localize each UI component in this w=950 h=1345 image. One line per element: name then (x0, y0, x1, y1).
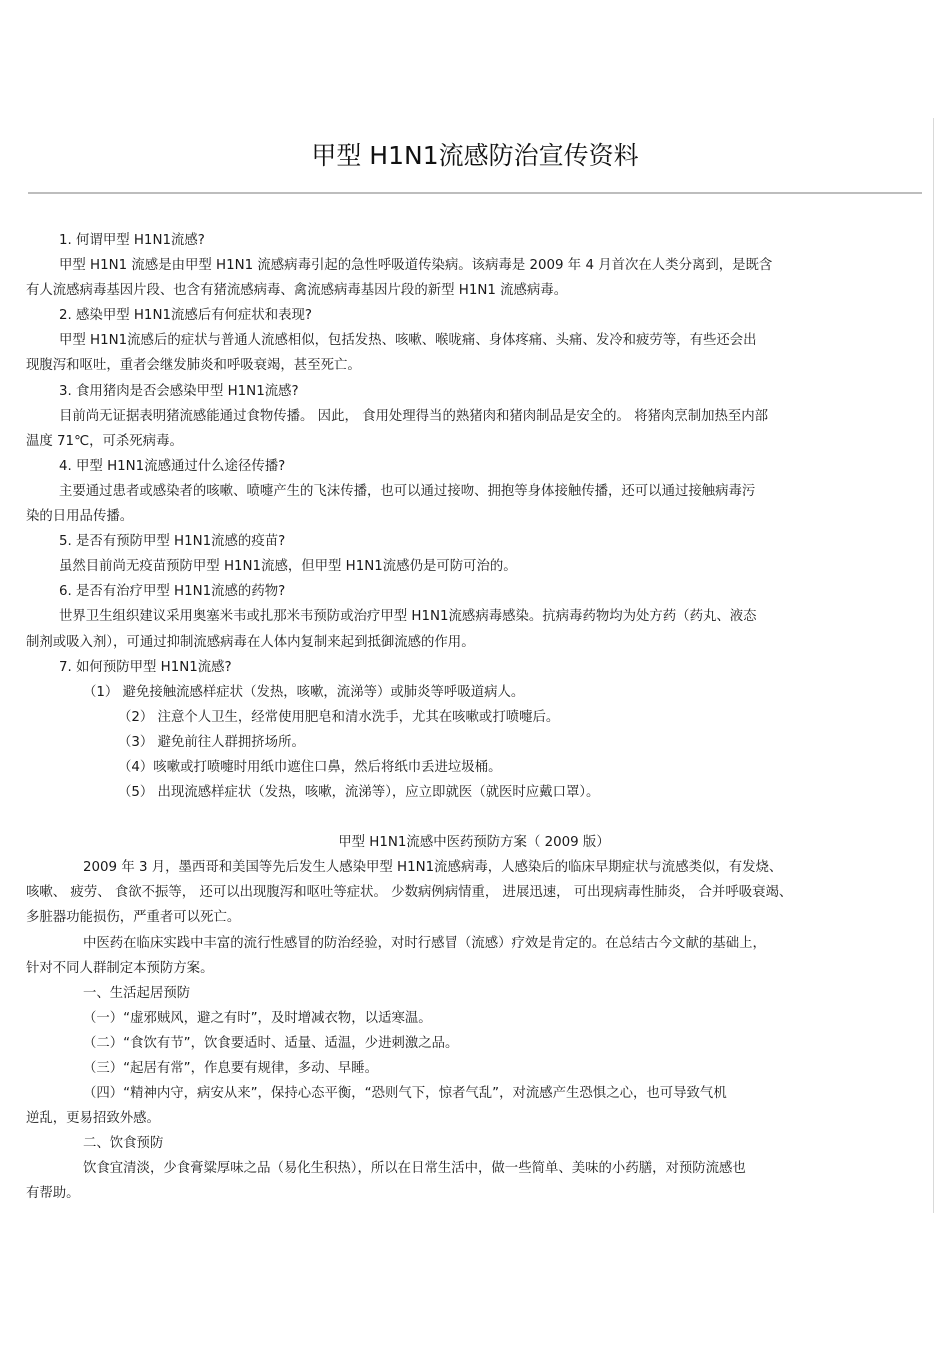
text-line: 中医药在临床实践中丰富的流行性感冒的防治经验，对时行感冒（流感）疗效是肯定的。在总结古今文献的基础上， (83, 935, 766, 951)
text-line: 饮食宜清淡，少食膏粱厚味之品（易化生积热），所以在日常生活中，做一些简单、美味的小药膳，对预防流感也 (83, 1161, 746, 1177)
text-line: （1） 避免接触流感样症状（发热，咳嗽，流涕等）或肺炎等呼吸道病人。 (83, 684, 525, 700)
text-line: （4）咳嗽或打喷嚏时用纸巾遮住口鼻，然后将纸巾丢进垃圾桶。 (118, 759, 502, 775)
document-title: 甲型 H1N1流感防治宣传资料 (311, 141, 639, 170)
text-line: 一、生活起居预防 (83, 985, 191, 1001)
text-line: 染的日用品传播。 (26, 509, 134, 525)
section-heading: 甲型 H1N1流感中医药预防方案（ 2009 版） (338, 835, 610, 851)
text-line: 5. 是否有预防甲型 H1N1流感的疫苗? (59, 534, 286, 550)
text-line: 目前尚无证据表明猪流感能通过食物传播。 因此， 食用处理得当的熟猪肉和猪肉制品是安全的。 将猪肉烹制加热至内部 (59, 408, 769, 424)
text-line: （2） 注意个人卫生，经常使用肥皂和清水洗手，尤其在咳嗽或打喷嚏后。 (118, 709, 560, 725)
text-line: 世界卫生组织建议采用奥塞米韦或扎那米韦预防或治疗甲型 H1N1流感病毒感染。抗病毒药物均为处方药（药丸、液态 (59, 609, 757, 625)
text-line: 甲型 H1N1流感后的症状与普通人流感相似，包括发热、咳嗽、喉咙痛、身体疼痛、头痛、发冷和疲劳等，有些还会出 (59, 333, 757, 349)
text-line: 逆乱，更易招致外感。 (26, 1111, 160, 1127)
document-body (26, 228, 912, 1207)
text-line: （二）“食饮有节”，饮食要适时、适量、适温，少进刺激之品。 (83, 1035, 459, 1051)
text-line: （一）“虚邪贼风，避之有时”，及时增减衣物，以适寒温。 (83, 1010, 432, 1026)
text-line: 温度 71℃，可杀死病毒。 (26, 433, 183, 449)
text-line: 2. 感染甲型 H1N1流感后有何症状和表现? (59, 308, 312, 324)
text-line: 现腹泻和呕吐，重者会继发肺炎和呼吸衰竭，甚至死亡。 (26, 358, 361, 374)
text-line: 3. 食用猪肉是否会感染甲型 H1N1流感? (59, 383, 299, 399)
text-line: 制剂或吸入剂），可通过抑制流感病毒在人体内复制来起到抵御流感的作用。 (26, 634, 475, 650)
text-line: 虽然目前尚无疫苗预防甲型 H1N1流感，但甲型 H1N1流感仍是可防可治的。 (59, 559, 517, 575)
text-line: （3） 避免前往人群拥挤场所。 (118, 734, 305, 750)
text-line: 2009 年 3 月，墨西哥和美国等先后发生人感染甲型 H1N1流感病毒，人感染后的临床早期症状与流感类似，有发烧、 (83, 860, 783, 876)
blank-line (26, 805, 912, 830)
text-line: （四）“精神内守，病安从来”，保持心态平衡，“恐则气下，惊者气乱”，对流感产生恐惧之心，也可导致气机 (83, 1086, 727, 1102)
text-line: 针对不同人群制定本预防方案。 (26, 960, 214, 976)
text-line: 6. 是否有治疗甲型 H1N1流感的药物? (59, 584, 286, 600)
text-line: 二、饮食预防 (83, 1136, 164, 1152)
page-edge-line (933, 118, 934, 1213)
text-line: 7. 如何预防甲型 H1N1流感? (59, 659, 232, 675)
text-line: 1. 何谓甲型 H1N1流感? (59, 233, 205, 248)
text-line: 有帮助。 (26, 1186, 80, 1202)
text-line: 有人流感病毒基因片段、也含有猪流感病毒、禽流感病毒基因片段的新型 H1N1 流感病毒。 (26, 283, 568, 299)
text-line: （三）“起居有常”，作息要有规律，多动、早睡。 (83, 1061, 379, 1076)
text-line: 4. 甲型 H1N1流感通过什么途径传播? (59, 458, 286, 474)
text-line: 甲型 H1N1 流感是由甲型 H1N1 流感病毒引起的急性呼吸道传染病。该病毒是 2009 年 4 月首次在人类分离到，是既含 (59, 258, 773, 274)
text-line: 多脏器功能损伤，严重者可以死亡。 (26, 910, 241, 926)
text-line: （5） 出现流感样症状（发热，咳嗽，流涕等），应立即就医（就医时应戴口罩）。 (118, 785, 600, 801)
text-line: 咳嗽、 疲劳、 食欲不振等， 还可以出现腹泻和呕吐等症状。 少数病例病情重， 进展迅速， 可出现病毒性肺炎， 合并呼吸衰竭、 (26, 885, 793, 901)
text-line: 主要通过患者或感染者的咳嗽、喷嚏产生的飞沫传播，也可以通过接吻、拥抱等身体接触传播，还可以通过接触病毒污 (59, 483, 756, 499)
title-divider (28, 192, 922, 194)
